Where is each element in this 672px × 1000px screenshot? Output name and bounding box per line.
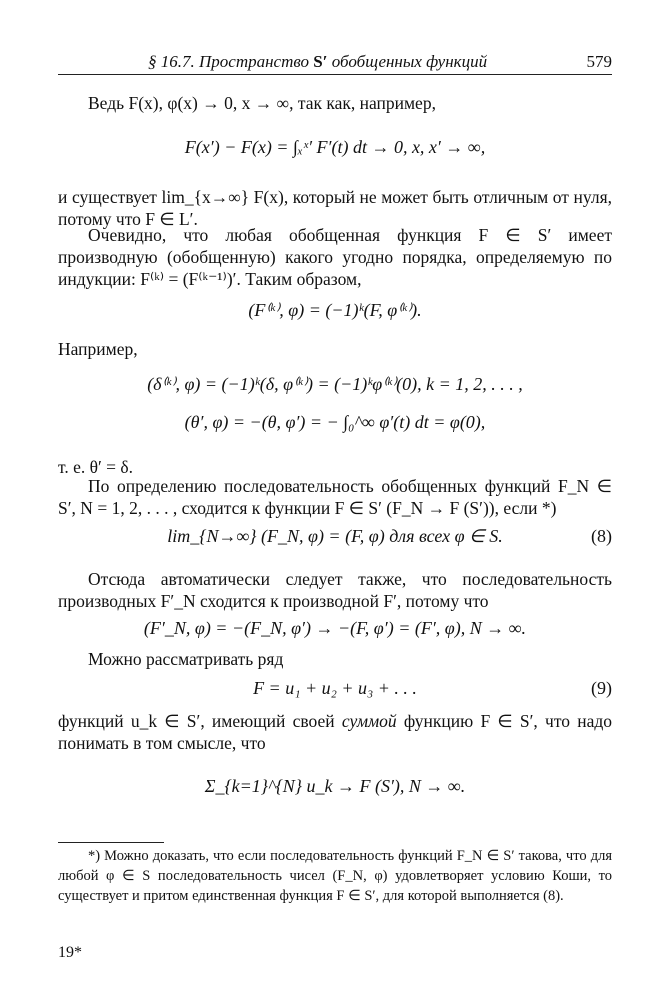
running-header: [58, 50, 612, 75]
emphasis-sum: суммой: [341, 711, 397, 731]
bold-symbol: S′: [313, 52, 328, 71]
equation-5: lim_{N→∞} (F_N, φ) = (F, φ) для всех φ ∈ S. (8): [167, 526, 612, 546]
paragraph-9: функций u_k ∈ S′, имеющий своей суммой функцию F ∈ S′, что надо понимать в том смысле, что: [58, 711, 612, 753]
page-number: 579: [586, 52, 612, 71]
paragraph-8: Можно рассматривать ряд: [88, 649, 284, 669]
equation-7: F = u₁ + u₂ + u₃ + . . . (9): [253, 678, 612, 698]
paragraph-6: По определению последовательность обобщенных функций F_N ∈ S′, N = 1, 2, . . . , сходится к функции F ∈ S′ (F_N → F (S′)), если *): [58, 476, 612, 518]
equation-6: (F′_N, φ) = −(F_N, φ′) → −(F, φ′) = (F′, φ), N → ∞.: [143, 618, 527, 638]
paragraph-2: и существует lim_{x→∞} F(x), который не может быть отличным от нуля, потому что F ∈ L′.: [58, 187, 612, 229]
equation-4: (θ′, φ) = −(θ, φ′) = − ∫₀^∞ φ′(t) dt = φ(0),: [184, 412, 486, 432]
equation-3: (δ⁽ᵏ⁾, φ) = (−1)ᵏ(δ, φ⁽ᵏ⁾) = (−1)ᵏφ⁽ᵏ⁾(0), k = 1, 2, . . . ,: [147, 374, 523, 394]
footnote: *) Можно доказать, что если последовательность функций F_N ∈ S′ такова, что для любой φ ∈ S последовательность чисел (F_N, φ) удовлетворяет условию Коши, то существует и притом единственная функция F ∈ S′, для которой выполняется (8).: [58, 848, 612, 904]
paragraph-1: Ведь F(x), φ(x) → 0, x → ∞, так как, например,: [88, 93, 436, 113]
signature-mark: 19*: [58, 944, 82, 961]
paragraph-3: Очевидно, что любая обобщенная функция F ∈ S′ имеет производную (обобщенную) какого угодно порядка, определяемую по индукции: F⁽ᵏ⁾ = (F⁽ᵏ⁻¹⁾)′. Таким образом,: [58, 225, 612, 289]
equation-8: Σ_{k=1}^{N} u_k → F (S′), N → ∞.: [204, 776, 466, 796]
equation-1: F(x′) − F(x) = ∫ₓˣ′ F′(t) dt → 0, x, x′ → ∞,: [184, 137, 486, 157]
equation-number-8: (8): [591, 526, 612, 546]
paragraph-5: т. е. θ′ = δ.: [58, 457, 134, 477]
equation-number-9: (9): [591, 678, 612, 698]
paragraph-4: Например,: [58, 339, 138, 359]
paragraph-7: Отсюда автоматически следует также, что последовательность производных F′_N сходится к производной F′, потому что: [58, 569, 612, 611]
running-header-title: § 16.7. Пространство S′ обобщенных функций: [148, 52, 488, 71]
equation-2: (F⁽ᵏ⁾, φ) = (−1)ᵏ(F, φ⁽ᵏ⁾).: [248, 300, 422, 320]
footnote-rule: [58, 842, 164, 843]
